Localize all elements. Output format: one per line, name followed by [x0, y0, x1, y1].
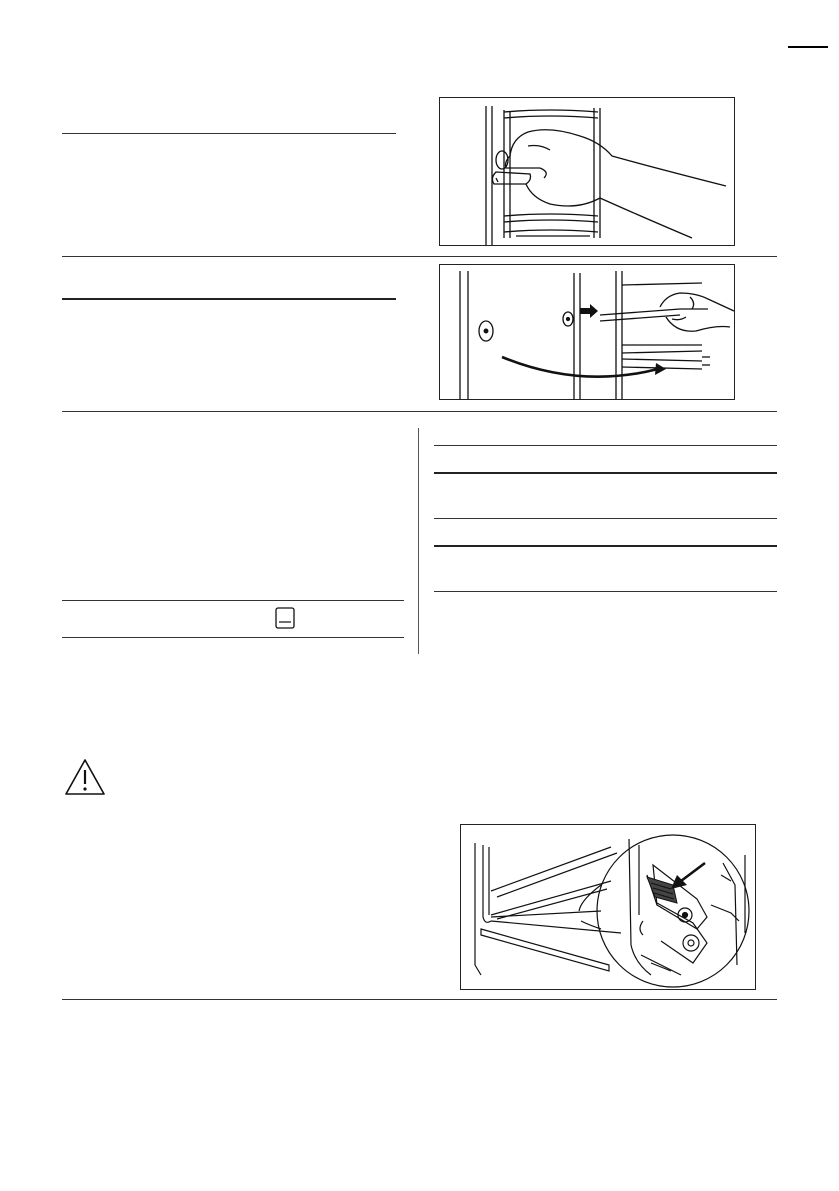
- right-column-rule-1: [434, 445, 777, 446]
- step-2-underline: [62, 298, 396, 300]
- oven-frame-icon: [275, 607, 295, 629]
- step-1-underline: [62, 133, 396, 134]
- hand-pulling-shelf-support-illustration: [440, 98, 734, 245]
- left-column-rule-2: [62, 637, 404, 638]
- section-divider-3: [62, 999, 777, 1000]
- right-column-rule-4: [434, 545, 777, 547]
- page-corner-marker: [788, 46, 828, 48]
- left-column-rule-1: [62, 600, 404, 601]
- hand-removing-rear-shelf-support-illustration: [440, 265, 734, 399]
- right-column-rule-5: [434, 591, 777, 592]
- section-divider-1: [62, 256, 777, 257]
- shelf-support-rear-figure: [439, 264, 735, 400]
- section-divider-2: [62, 411, 777, 412]
- oven-door-hinge-lever-detail-illustration: [461, 825, 755, 989]
- right-column-rule-3: [434, 518, 777, 519]
- column-divider: [418, 428, 419, 654]
- right-column-rule-2: [434, 472, 777, 474]
- door-hinge-figure: [460, 824, 756, 990]
- shelf-support-front-figure: [439, 97, 735, 246]
- warning-triangle-icon: [64, 758, 106, 796]
